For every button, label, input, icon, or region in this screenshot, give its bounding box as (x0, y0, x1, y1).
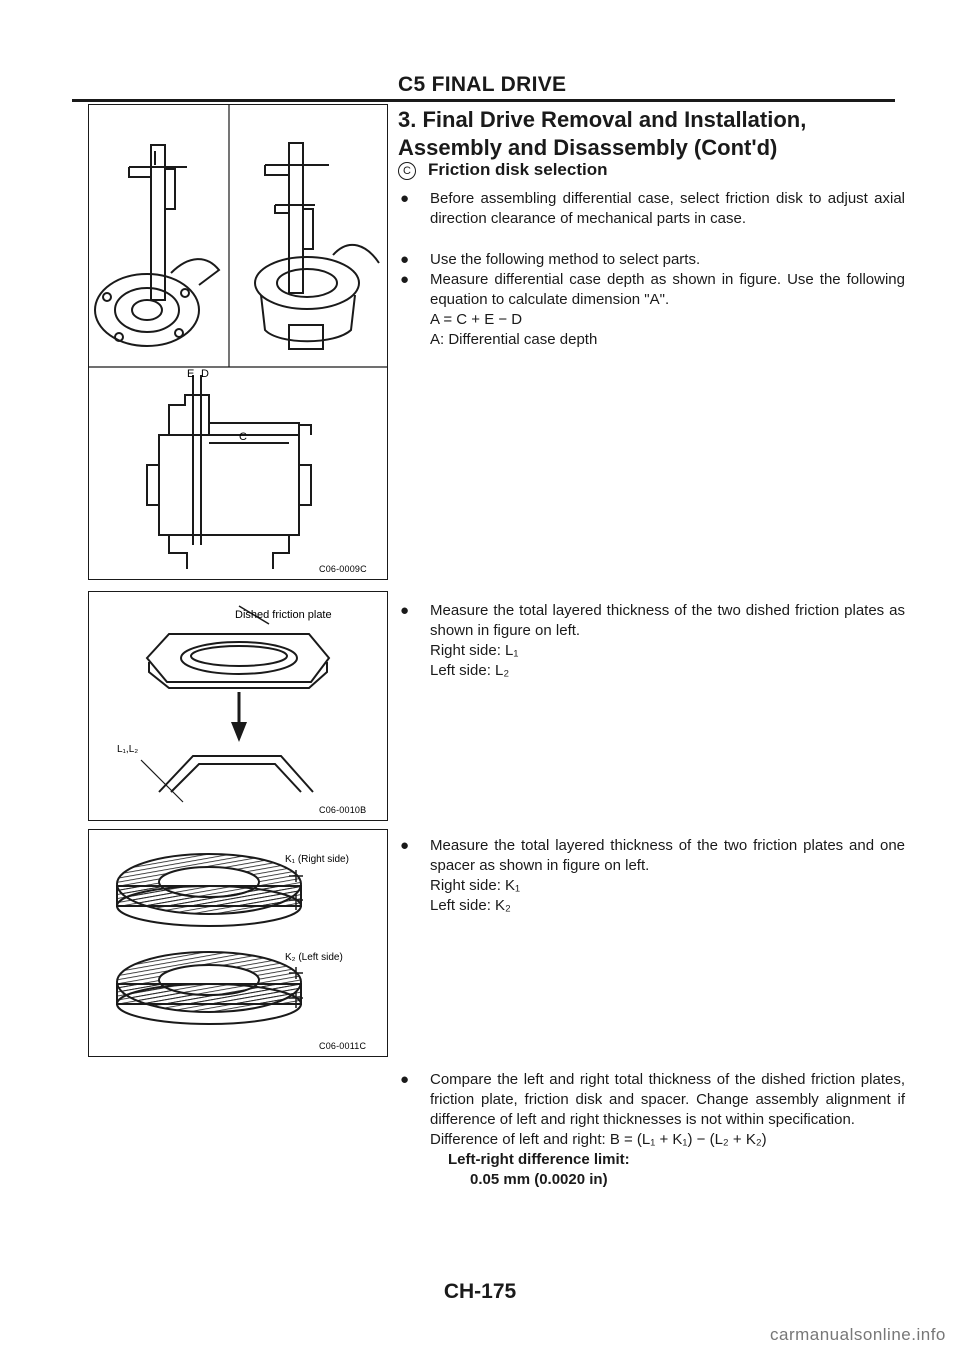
bullet-text: Measure differential case depth as shown in figure. Use the following equation to calculate dimension "A". (430, 271, 905, 308)
bullet-text: Before assembling differential case, select friction disk to adjust axial direction clearance of mechanical parts in case. (430, 190, 905, 227)
subheading-text: Friction disk selection (428, 160, 608, 179)
step-marker-icon: C (398, 162, 416, 180)
page-heading (398, 106, 898, 162)
section-title: C5 FINAL DRIVE (398, 73, 567, 96)
bullet-item (400, 601, 905, 681)
figure-dished-plate (88, 591, 388, 821)
label-k1: K₁ (Right side) (285, 854, 349, 865)
right-side-label: Right side: L₁ (430, 642, 519, 659)
bullet-icon: ● (400, 271, 410, 288)
heading-line-2: Assembly and Disassembly (Cont'd) (398, 135, 778, 160)
bullet-item (400, 270, 905, 350)
bullet-icon: ● (400, 1071, 410, 1088)
label-d: D (201, 368, 209, 380)
figure-case-depth (88, 104, 388, 580)
figure-code: C06-0010B (319, 805, 367, 815)
bullet-icon: ● (400, 602, 410, 619)
left-side-label: Left side: L₂ (430, 662, 510, 679)
label-c: C (239, 431, 247, 443)
bullet-item (400, 250, 905, 270)
label-k2: K₂ (Left side) (285, 952, 343, 963)
friction-plates-diagram (89, 830, 387, 1056)
formula: Difference of left and right: B = (L₁ + K₁) − (L₂ + K₂) (430, 1131, 767, 1148)
footer-watermark: carmanualsonline.info (770, 1325, 946, 1344)
label-e: E (187, 368, 195, 380)
formula-note: A: Differential case depth (430, 331, 598, 348)
bullet-item (400, 836, 905, 916)
figure-code: C06-0009C (319, 564, 367, 574)
figure-code: C06-0011C (319, 1041, 367, 1051)
bullet-icon: ● (400, 190, 410, 207)
page-number: CH-175 (443, 1280, 517, 1303)
bullet-text: Measure the total layered thickness of the two dished friction plates as shown in figure on left. (430, 602, 905, 639)
label-l: L₁,L₂ (117, 744, 139, 755)
bullet-text: Compare the left and right total thickness of the dished friction plates, friction plate, friction disk and spacer. Change assembly alignment if difference of left and right thicknesses is not within specification. (430, 1071, 905, 1128)
label-dished-friction-plate: Dished friction plate (235, 609, 332, 621)
dished-plate-diagram (89, 592, 387, 820)
bullet-item (400, 189, 905, 229)
limit-label: Left-right difference limit: (448, 1151, 630, 1168)
right-side-label: Right side: K₁ (430, 877, 521, 894)
left-side-label: Left side: K₂ (430, 897, 511, 914)
heading-line-1: 3. Final Drive Removal and Installation, (398, 107, 807, 132)
bullet-icon: ● (400, 251, 410, 268)
subheading (398, 160, 608, 180)
header-rule (72, 99, 895, 102)
bullet-text: Use the following method to select parts. (430, 251, 701, 268)
limit-value: 0.05 mm (0.0020 in) (470, 1171, 608, 1188)
bullet-text: Measure the total layered thickness of the two friction plates and one spacer as shown in figure on left. (430, 837, 905, 874)
figure-friction-plates (88, 829, 388, 1057)
bullet-item (400, 1070, 905, 1190)
case-depth-diagram (89, 105, 387, 579)
bullet-icon: ● (400, 837, 410, 854)
formula: A = C + E − D (430, 311, 523, 328)
